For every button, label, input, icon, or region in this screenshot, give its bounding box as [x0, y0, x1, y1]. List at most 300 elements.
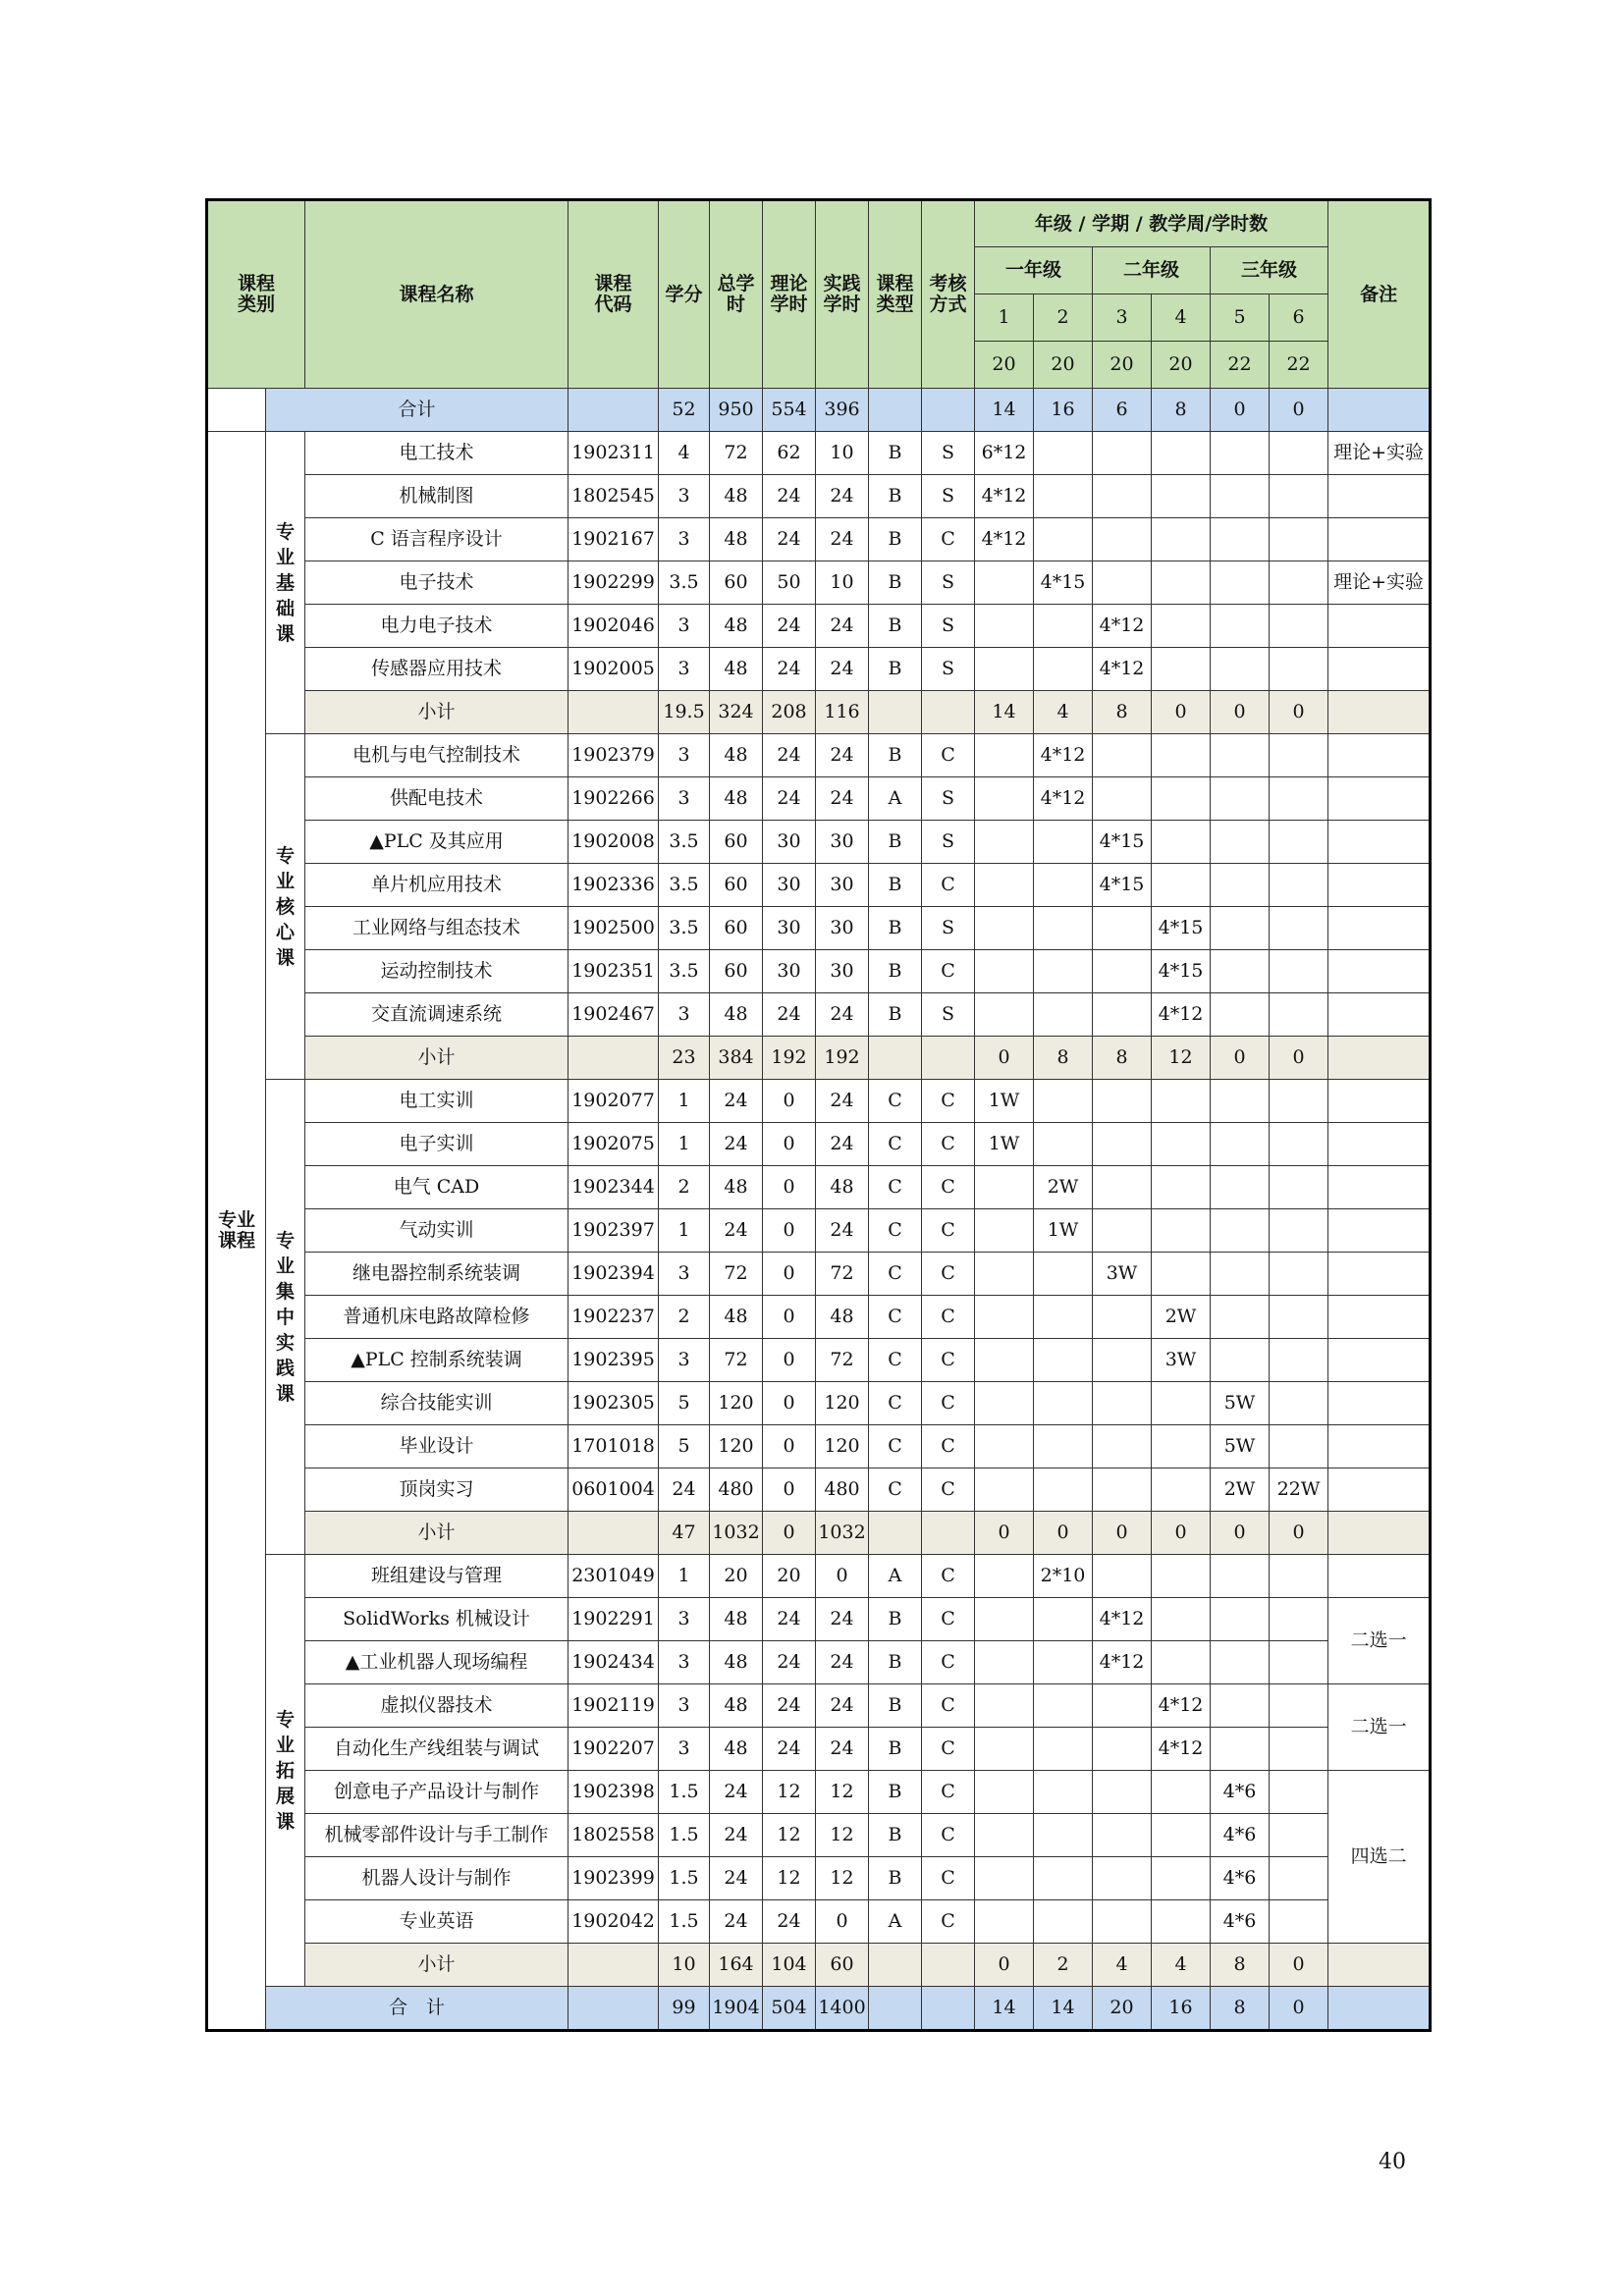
header-practice-hours: 实践 学时	[816, 200, 869, 389]
course-semester	[1270, 1771, 1328, 1814]
course-semester	[1093, 1468, 1152, 1512]
course-semester: 4*6	[1211, 1857, 1270, 1900]
course-semester	[1093, 1728, 1152, 1771]
subtotal-semester: 8	[1211, 1944, 1270, 1987]
course-practice-hours: 30	[816, 907, 869, 950]
subtotal-semester: 14	[975, 691, 1034, 734]
course-semester	[975, 1641, 1034, 1684]
course-semester	[1093, 907, 1152, 950]
subtotal-semester: 4	[1093, 1944, 1152, 1987]
course-theory-hours: 0	[763, 1382, 816, 1425]
course-theory-hours: 12	[763, 1771, 816, 1814]
course-semester	[975, 1771, 1034, 1814]
course-semester	[975, 1166, 1034, 1209]
course-theory-hours: 24	[763, 777, 816, 821]
course-row	[207, 1123, 1431, 1166]
course-credit: 3.5	[659, 561, 710, 605]
course-total-hours: 48	[710, 605, 763, 648]
course-name: 班组建设与管理	[305, 1555, 568, 1598]
header-grade: 一年级	[975, 247, 1093, 294]
course-type: C	[869, 1123, 922, 1166]
course-code: 1902266	[568, 777, 659, 821]
course-row	[207, 1253, 1431, 1296]
course-semester	[975, 907, 1034, 950]
header-schedule: 年级 / 学期 / 教学周/学时数	[975, 200, 1328, 247]
course-practice-hours: 24	[816, 993, 869, 1037]
subtotal-semester: 0	[1093, 1512, 1152, 1555]
course-type: B	[869, 561, 922, 605]
course-semester	[1211, 648, 1270, 691]
course-semester: 4*12	[1093, 1641, 1152, 1684]
subtotal-label: 小计	[305, 1037, 568, 1080]
course-assessment: C	[922, 950, 975, 993]
course-row	[207, 1425, 1431, 1468]
empty-type	[869, 1944, 922, 1987]
course-row	[207, 1296, 1431, 1339]
course-total-hours: 24	[710, 1771, 763, 1814]
course-type: C	[869, 1468, 922, 1512]
course-semester	[1034, 605, 1093, 648]
course-name: 机器人设计与制作	[305, 1857, 568, 1900]
course-total-hours: 480	[710, 1468, 763, 1512]
course-code: 1902434	[568, 1641, 659, 1684]
course-code: 1902467	[568, 993, 659, 1037]
course-name: 传感器应用技术	[305, 648, 568, 691]
course-total-hours: 60	[710, 950, 763, 993]
header-grade: 二年级	[1093, 247, 1211, 294]
course-type: C	[869, 1339, 922, 1382]
course-name: ▲PLC 控制系统装调	[305, 1339, 568, 1382]
subtotal-semester: 12	[1152, 1037, 1211, 1080]
course-semester	[1211, 950, 1270, 993]
course-semester: 4*12	[1034, 777, 1093, 821]
course-semester: 4*6	[1211, 1814, 1270, 1857]
summary-semester: 14	[975, 1987, 1034, 2031]
course-total-hours: 48	[710, 1641, 763, 1684]
course-assessment: S	[922, 777, 975, 821]
course-name: C 语言程序设计	[305, 518, 568, 561]
course-credit: 4	[659, 432, 710, 475]
course-practice-hours: 12	[816, 1814, 869, 1857]
header-course-name: 课程名称	[305, 200, 568, 389]
course-code: 1902075	[568, 1123, 659, 1166]
course-code: 1902305	[568, 1382, 659, 1425]
course-semester	[1034, 993, 1093, 1037]
course-assessment: C	[922, 1900, 975, 1944]
course-semester	[1034, 518, 1093, 561]
summary-practice: 1400	[816, 1987, 869, 2031]
course-type: B	[869, 605, 922, 648]
course-code: 1902397	[568, 1209, 659, 1253]
course-semester: 2W	[1152, 1296, 1211, 1339]
course-remark	[1328, 907, 1431, 950]
course-semester	[975, 864, 1034, 907]
course-remark	[1328, 1382, 1431, 1425]
course-semester	[1034, 1253, 1093, 1296]
course-total-hours: 120	[710, 1382, 763, 1425]
course-semester	[1152, 1382, 1211, 1425]
course-semester	[1152, 1425, 1211, 1468]
course-semester	[1211, 518, 1270, 561]
course-practice-hours: 24	[816, 1598, 869, 1641]
course-semester	[975, 1296, 1034, 1339]
subtotal-total: 1032	[710, 1512, 763, 1555]
header-assessment: 考核 方式	[922, 200, 975, 389]
course-credit: 3	[659, 993, 710, 1037]
course-row	[207, 475, 1431, 518]
group-name: 专 业 核 心 课	[266, 734, 305, 1080]
course-total-hours: 24	[710, 1123, 763, 1166]
course-semester	[1034, 1728, 1093, 1771]
course-code: 1902344	[568, 1166, 659, 1209]
course-practice-hours: 24	[816, 518, 869, 561]
course-semester: 1W	[1034, 1209, 1093, 1253]
course-name: 顶岗实习	[305, 1468, 568, 1512]
course-remark	[1328, 605, 1431, 648]
course-semester	[1270, 561, 1328, 605]
course-type: B	[869, 518, 922, 561]
course-remark	[1328, 1425, 1431, 1468]
empty-remark	[1328, 691, 1431, 734]
course-semester	[1211, 993, 1270, 1037]
empty-type	[869, 389, 922, 432]
course-semester: 4*15	[1093, 864, 1152, 907]
course-semester	[1152, 1080, 1211, 1123]
subtotal-practice: 60	[816, 1944, 869, 1987]
course-assessment: S	[922, 648, 975, 691]
empty-code	[568, 1944, 659, 1987]
course-total-hours: 48	[710, 648, 763, 691]
course-code: 1701018	[568, 1425, 659, 1468]
subtotal-theory: 192	[763, 1037, 816, 1080]
course-remark: 四选二	[1328, 1771, 1431, 1944]
course-theory-hours: 30	[763, 907, 816, 950]
course-theory-hours: 24	[763, 605, 816, 648]
course-assessment: C	[922, 1339, 975, 1382]
course-theory-hours: 24	[763, 1728, 816, 1771]
course-credit: 3.5	[659, 864, 710, 907]
course-remark	[1328, 821, 1431, 864]
course-assessment: C	[922, 1641, 975, 1684]
empty-assess	[922, 691, 975, 734]
course-row	[207, 1468, 1431, 1512]
summary-semester: 0	[1270, 389, 1328, 432]
course-theory-hours: 24	[763, 1684, 816, 1728]
course-row	[207, 993, 1431, 1037]
course-semester	[1211, 907, 1270, 950]
summary-semester: 0	[1270, 1987, 1328, 2031]
subtotal-row	[207, 691, 1431, 734]
course-practice-hours: 24	[816, 605, 869, 648]
course-name: 电工技术	[305, 432, 568, 475]
course-code: 1902398	[568, 1771, 659, 1814]
header-semester: 2	[1034, 294, 1093, 342]
course-semester	[975, 1900, 1034, 1944]
course-remark	[1328, 475, 1431, 518]
course-semester	[1152, 1814, 1211, 1857]
course-row	[207, 1382, 1431, 1425]
course-semester	[1270, 1900, 1328, 1944]
course-credit: 3	[659, 605, 710, 648]
subtotal-semester: 0	[1152, 1512, 1211, 1555]
course-theory-hours: 0	[763, 1296, 816, 1339]
subtotal-label: 小计	[305, 1512, 568, 1555]
course-semester	[1034, 1857, 1093, 1900]
course-type: C	[869, 1080, 922, 1123]
course-remark	[1328, 1253, 1431, 1296]
course-row	[207, 1080, 1431, 1123]
course-row	[207, 561, 1431, 605]
course-practice-hours: 0	[816, 1555, 869, 1598]
course-name: 单片机应用技术	[305, 864, 568, 907]
subtotal-semester: 0	[975, 1944, 1034, 1987]
course-assessment: S	[922, 605, 975, 648]
course-type: B	[869, 648, 922, 691]
course-remark: 理论+实验	[1328, 432, 1431, 475]
course-assessment: C	[922, 864, 975, 907]
course-total-hours: 24	[710, 1857, 763, 1900]
course-semester: 2W	[1034, 1166, 1093, 1209]
course-row	[207, 605, 1431, 648]
course-assessment: C	[922, 518, 975, 561]
empty-code	[568, 691, 659, 734]
course-credit: 3	[659, 648, 710, 691]
course-assessment: C	[922, 1080, 975, 1123]
course-name: 虚拟仪器技术	[305, 1684, 568, 1728]
course-semester	[1093, 518, 1152, 561]
course-semester	[975, 1425, 1034, 1468]
course-type: B	[869, 1857, 922, 1900]
course-assessment: C	[922, 734, 975, 777]
course-credit: 24	[659, 1468, 710, 1512]
course-code: 1902311	[568, 432, 659, 475]
course-code: 1902299	[568, 561, 659, 605]
subtotal-total: 324	[710, 691, 763, 734]
course-semester	[1211, 1123, 1270, 1166]
course-practice-hours: 0	[816, 1900, 869, 1944]
course-type: B	[869, 1684, 922, 1728]
course-credit: 2	[659, 1296, 710, 1339]
header-semester: 3	[1093, 294, 1152, 342]
course-semester	[1152, 1555, 1211, 1598]
course-assessment: S	[922, 475, 975, 518]
summary-total: 950	[710, 389, 763, 432]
course-semester	[975, 1857, 1034, 1900]
course-semester	[1270, 777, 1328, 821]
course-code: 1902351	[568, 950, 659, 993]
course-credit: 3	[659, 1641, 710, 1684]
summary-semester: 14	[1034, 1987, 1093, 2031]
subtotal-semester: 0	[1211, 691, 1270, 734]
course-semester	[1093, 561, 1152, 605]
course-semester	[1270, 1857, 1328, 1900]
course-code: 0601004	[568, 1468, 659, 1512]
course-credit: 3	[659, 777, 710, 821]
course-name: ▲工业机器人现场编程	[305, 1641, 568, 1684]
course-total-hours: 48	[710, 1598, 763, 1641]
header-grade: 三年级	[1211, 247, 1328, 294]
course-practice-hours: 12	[816, 1857, 869, 1900]
course-semester	[1211, 561, 1270, 605]
course-code: 1902077	[568, 1080, 659, 1123]
course-row	[207, 821, 1431, 864]
course-semester	[1152, 864, 1211, 907]
course-semester	[1034, 1900, 1093, 1944]
course-semester	[1034, 1641, 1093, 1684]
course-code: 1902336	[568, 864, 659, 907]
course-semester	[975, 1339, 1034, 1382]
course-semester: 4*12	[1152, 1728, 1211, 1771]
course-theory-hours: 24	[763, 518, 816, 561]
empty-remark	[1328, 1987, 1431, 2031]
empty-assess	[922, 1512, 975, 1555]
course-name: 供配电技术	[305, 777, 568, 821]
total-row	[207, 389, 1431, 432]
course-credit: 1	[659, 1209, 710, 1253]
course-code: 1902005	[568, 648, 659, 691]
course-semester	[1270, 1814, 1328, 1857]
course-semester	[1270, 1296, 1328, 1339]
course-credit: 1	[659, 1555, 710, 1598]
course-name: 继电器控制系统装调	[305, 1253, 568, 1296]
course-semester: 5W	[1211, 1425, 1270, 1468]
course-semester	[1270, 1339, 1328, 1382]
course-semester	[1270, 1425, 1328, 1468]
course-semester	[1270, 907, 1328, 950]
course-theory-hours: 0	[763, 1468, 816, 1512]
subtotal-semester: 4	[1034, 691, 1093, 734]
course-type: B	[869, 993, 922, 1037]
course-type: B	[869, 1728, 922, 1771]
course-semester	[1152, 1900, 1211, 1944]
course-semester: 4*15	[1152, 950, 1211, 993]
course-row	[207, 1555, 1431, 1598]
course-semester	[1093, 993, 1152, 1037]
course-name: 电机与电气控制技术	[305, 734, 568, 777]
header-weeks: 20	[975, 342, 1034, 389]
course-semester	[1152, 821, 1211, 864]
course-total-hours: 60	[710, 821, 763, 864]
course-remark	[1328, 1555, 1431, 1598]
subtotal-semester: 0	[975, 1512, 1034, 1555]
subtotal-row	[207, 1037, 1431, 1080]
course-type: B	[869, 821, 922, 864]
main-category: 专业 课程	[207, 432, 266, 2031]
course-assessment: C	[922, 1555, 975, 1598]
course-semester	[1093, 1296, 1152, 1339]
course-semester	[1093, 1166, 1152, 1209]
course-semester	[1211, 432, 1270, 475]
course-assessment: S	[922, 993, 975, 1037]
summary-semester: 16	[1152, 1987, 1211, 2031]
subtotal-credit: 10	[659, 1944, 710, 1987]
course-semester	[1270, 432, 1328, 475]
subtotal-semester: 4	[1152, 1944, 1211, 1987]
course-semester	[975, 1468, 1034, 1512]
course-name: 电力电子技术	[305, 605, 568, 648]
course-row	[207, 1166, 1431, 1209]
course-credit: 1.5	[659, 1814, 710, 1857]
course-total-hours: 24	[710, 1080, 763, 1123]
course-semester	[1152, 1641, 1211, 1684]
course-assessment: C	[922, 1598, 975, 1641]
course-row	[207, 1814, 1431, 1857]
course-credit: 3	[659, 1728, 710, 1771]
course-practice-hours: 30	[816, 950, 869, 993]
course-remark	[1328, 864, 1431, 907]
course-semester	[1211, 1555, 1270, 1598]
course-semester	[1211, 821, 1270, 864]
course-row	[207, 777, 1431, 821]
course-total-hours: 48	[710, 1296, 763, 1339]
course-semester	[1270, 1209, 1328, 1253]
course-credit: 3	[659, 1339, 710, 1382]
summary-theory: 554	[763, 389, 816, 432]
course-semester	[975, 1382, 1034, 1425]
course-practice-hours: 480	[816, 1468, 869, 1512]
course-semester	[1152, 777, 1211, 821]
subtotal-semester: 0	[1034, 1512, 1093, 1555]
table-body	[207, 389, 1431, 2031]
course-practice-hours: 24	[816, 1684, 869, 1728]
course-row	[207, 1728, 1431, 1771]
course-semester: 4*12	[1093, 1598, 1152, 1641]
course-name: 专业英语	[305, 1900, 568, 1944]
course-row	[207, 1900, 1431, 1944]
header-semester: 4	[1152, 294, 1211, 342]
course-assessment: S	[922, 561, 975, 605]
course-total-hours: 72	[710, 432, 763, 475]
course-semester	[1152, 561, 1211, 605]
course-credit: 5	[659, 1382, 710, 1425]
course-row	[207, 518, 1431, 561]
course-semester: 1W	[975, 1080, 1034, 1123]
subtotal-semester: 0	[975, 1037, 1034, 1080]
course-semester	[1034, 432, 1093, 475]
course-practice-hours: 120	[816, 1382, 869, 1425]
course-semester	[975, 777, 1034, 821]
course-remark	[1328, 1123, 1431, 1166]
course-semester	[1034, 1339, 1093, 1382]
course-type: C	[869, 1209, 922, 1253]
course-practice-hours: 72	[816, 1253, 869, 1296]
course-name: 机械零部件设计与手工制作	[305, 1814, 568, 1857]
subtotal-semester: 0	[1211, 1037, 1270, 1080]
page-number: 40	[1379, 2150, 1406, 2174]
course-assessment: C	[922, 1771, 975, 1814]
empty-assess	[922, 1037, 975, 1080]
course-semester	[1152, 475, 1211, 518]
course-remark	[1328, 1166, 1431, 1209]
course-semester	[1093, 1209, 1152, 1253]
course-remark: 二选一	[1328, 1598, 1431, 1684]
empty-type	[869, 1987, 922, 2031]
course-code: 1902008	[568, 821, 659, 864]
course-assessment: C	[922, 1728, 975, 1771]
header-semester: 6	[1270, 294, 1328, 342]
course-credit: 1.5	[659, 1900, 710, 1944]
course-semester	[1270, 1166, 1328, 1209]
course-semester	[1152, 1253, 1211, 1296]
empty-assess	[922, 389, 975, 432]
course-name: 创意电子产品设计与制作	[305, 1771, 568, 1814]
course-semester	[975, 561, 1034, 605]
course-code: 1902395	[568, 1339, 659, 1382]
course-semester	[1211, 864, 1270, 907]
course-semester: 4*12	[1034, 734, 1093, 777]
course-semester: 4*12	[975, 475, 1034, 518]
course-semester	[975, 1253, 1034, 1296]
